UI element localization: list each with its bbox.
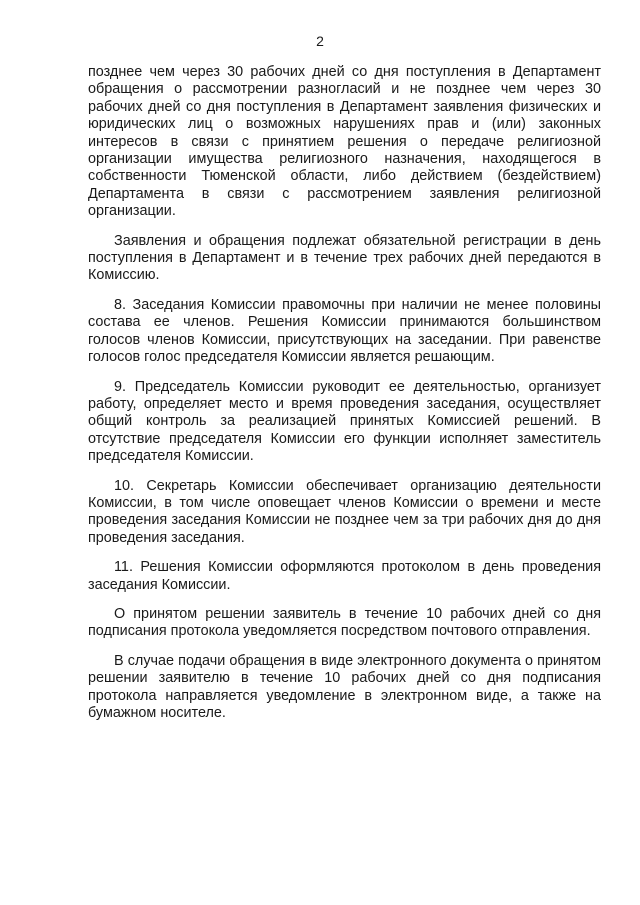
page-number: 2 [316,33,324,49]
paragraph-item-8: 8. Заседания Комиссии правомочны при наличии не менее половины состава ее членов. Решения Комиссии принимаются большинством голосов членов Комиссии, присутствующих на заседании. При равенстве голосов голос председателя Комиссии является решающим. [88,296,601,366]
paragraph-continuation: позднее чем через 30 рабочих дней со дня поступления в Департамент обращения о рассмотрении разногласий и не позднее чем через 30 рабочих дней со дня поступления в Департамент заявления физических и юридических лиц о возможных нарушениях прав и (или) законных интересов в связи с принятием решения о передаче религиозной организации имущества религиозного назначения, находящегося в собственности Тюменской области, либо действием (бездействием) Департамента в связи с рассмотрением заявления религиозной организации. [88,64,601,220]
paragraph-postal-notice: О принятом решении заявитель в течение 10 рабочих дней со дня подписания протокола уведомляется посредством почтового отправления. [88,605,601,640]
paragraph-item-9: 9. Председатель Комиссии руководит ее деятельностью, организует работу, определяет место и время проведения заседания, осуществляет общий контроль за реализацией принятых Комиссией решений. В отсутствие председателя Комиссии его функции исполняет заместитель председателя Комиссии. [88,378,601,465]
document-body [88,64,601,734]
paragraph-item-11: 11. Решения Комиссии оформляются протоколом в день проведения заседания Комиссии. [88,559,601,593]
paragraph-electronic-notice: В случае подачи обращения в виде электронного документа о принятом решении заявителю в течение 10 рабочих дней со дня подписания протокола направляется уведомление в электронном виде, а также на бумажном носителе. [88,652,601,721]
paragraph-registration: Заявления и обращения подлежат обязательной регистрации в день поступления в Департамент и в течение трех рабочих дней передаются в Комиссию. [88,232,601,284]
paragraph-item-10: 10. Секретарь Комиссии обеспечивает организацию деятельности Комиссии, в том числе оповещает членов Комиссии о времени и месте проведения заседания Комиссии не позднее чем за три рабочих дня до дня проведения заседания. [88,477,601,546]
